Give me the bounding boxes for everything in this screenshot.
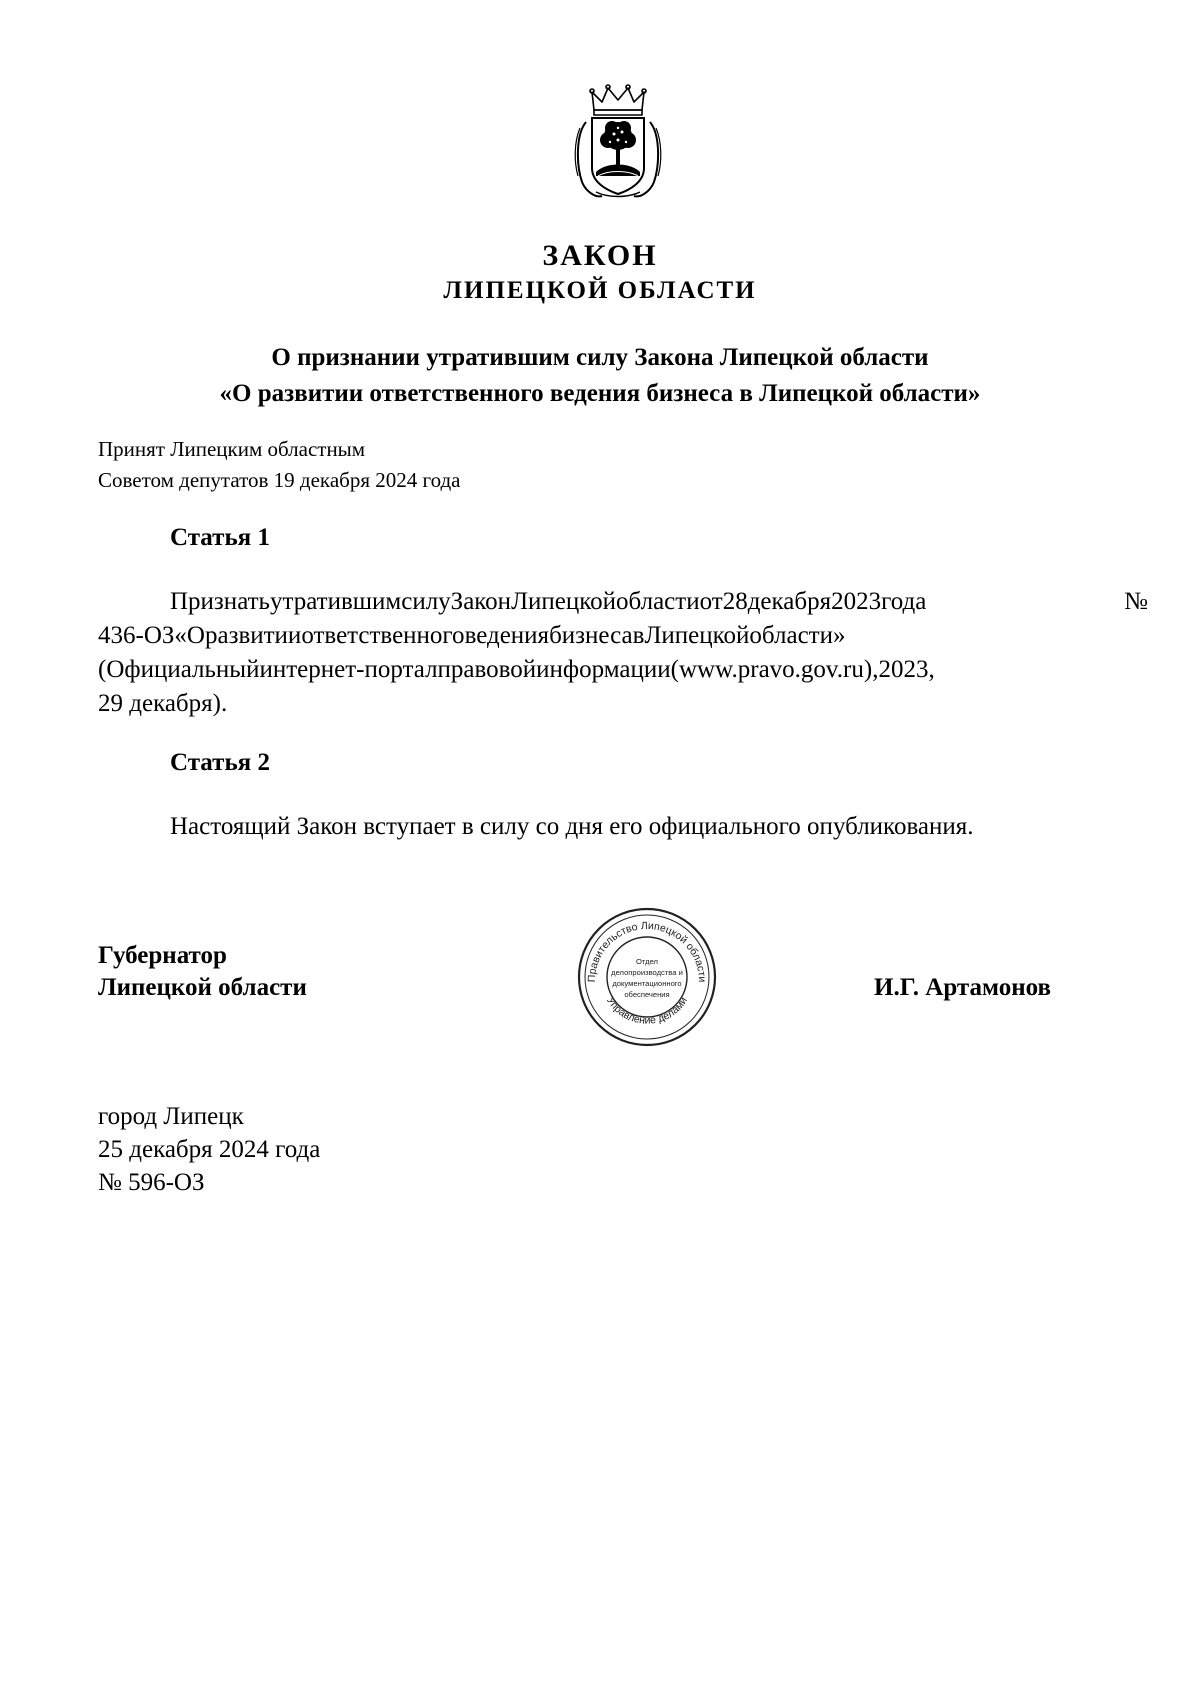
article-1-word: «О [174,622,205,649]
article-1-word: Закон [450,588,512,615]
article-1-line [98,653,1148,687]
article-1-word: от [699,588,723,615]
adoption-line: Советом депутатов 19 декабря 2024 года [98,468,461,492]
stamp-outer-text: Правительство Липецкой области [585,919,709,983]
article-1-word: области» [749,622,846,649]
stamp-center-line: делопроизводства и [611,968,683,977]
adoption-note [98,434,460,496]
article-1-word: (www.pravo.gov.ru), [670,656,879,683]
article-1-word: ведения [464,622,550,649]
article-1-line [98,619,1148,653]
coat-of-arms-emblem [572,84,664,202]
place-date-number [98,1100,320,1199]
official-stamp [576,906,718,1048]
signatory-line: Губернатор [98,942,227,969]
article-1-word: Признать [170,588,270,615]
article-1-line: 29 декабря). [98,690,228,717]
stamp-center-line: обеспечения [624,990,670,999]
subject-line: «О развитии ответственного ведения бизнеса в Липецкой области» [219,380,981,407]
article-1-word: 28 [722,588,748,615]
article-1-word: (Официальный [98,656,260,683]
article-1-line [98,585,1148,619]
article-1-word: силу [401,588,451,615]
article-1-word: декабря [747,588,832,615]
signer-name: И.Г. Артамонов [874,974,1051,1001]
stamp-bottom-text: Управление делами [604,994,690,1027]
article-1-word: области [616,588,700,615]
adoption-line: Принят Липецким областным [98,437,366,461]
subject-line: О признании утратившим силу Закона Липецкой области [271,344,929,371]
article-1-word: правовой [437,656,537,683]
law-subject [0,340,1200,412]
article-1-word: интернет-портал [259,656,438,683]
article-1-word: бизнеса [549,622,633,649]
article-1-heading: Статья 1 [170,524,270,551]
article-1-body [98,585,1148,721]
city: город Липецк [98,1103,244,1130]
stamp-center-line: документационного [612,979,682,988]
article-1-word: 436-ОЗ [98,622,175,649]
article-1-word: года [881,588,927,615]
article-2-body: Настоящий Закон вступает в силу со дня его официального опубликования. [170,813,974,840]
law-title: ЗАКОН [542,239,658,272]
article-1-word: Липецкой [511,588,617,615]
law-number: № 596-ОЗ [98,1169,205,1196]
article-1-word: ответственного [301,622,465,649]
article-2-heading: Статья 2 [170,749,270,776]
article-1-word: 2023, [878,656,935,683]
article-1-word: информации [536,656,671,683]
article-1-word: утратившим [269,588,402,615]
date: 25 декабря 2024 года [98,1136,321,1163]
article-1-word: развитии [204,622,302,649]
article-1-word: в [632,622,645,649]
article-1-word: Липецкой [644,622,750,649]
stamp-center-line: Отдел [636,957,658,966]
article-1-word: № [926,588,1148,615]
article-1-word: 2023 [831,588,882,615]
signatory-position [98,940,307,1004]
signatory-line: Липецкой области [98,974,307,1001]
law-region: ЛИПЕЦКОЙ ОБЛАСТИ [443,277,757,304]
